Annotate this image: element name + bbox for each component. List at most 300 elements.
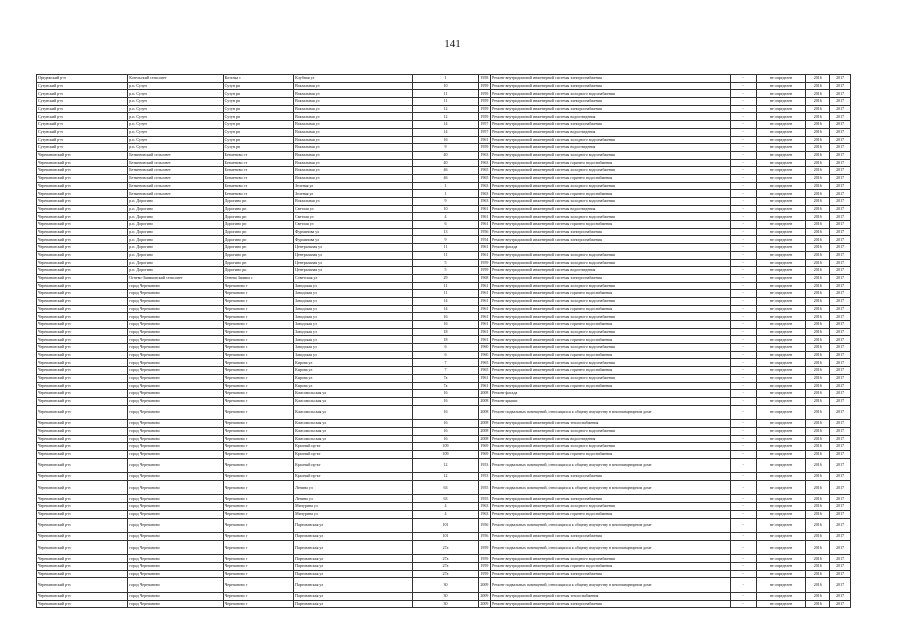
work-type-cell: Ремонт внутридомовой инженерной системы горячего водоснабжения <box>491 367 731 375</box>
method-cell: не определен <box>756 495 806 503</box>
work-type-cell: Ремонт внутридомовой инженерной системы горячего водоснабжения <box>491 450 731 458</box>
dash-cell: - <box>730 182 756 190</box>
table-row <box>37 205 851 213</box>
end-year-cell: 2017 <box>830 397 851 405</box>
repair-register-table <box>36 74 851 608</box>
table-row <box>37 113 851 121</box>
house-number-cell: 6 <box>413 351 478 359</box>
method-cell: не определен <box>756 328 806 336</box>
municipality-cell: р.п. Сузун <box>128 98 223 106</box>
method-cell: не определен <box>756 251 806 259</box>
settlement-cell: Черепаново г <box>223 555 294 563</box>
house-number-cell: 16 <box>413 427 478 435</box>
method-cell: не определен <box>756 382 806 390</box>
work-type-cell: Ремонт внутридомовой инженерной системы горячего водоснабжения <box>491 321 731 329</box>
work-type-cell: Ремонт внутридомовой инженерной системы холодного водоснабжения <box>491 374 731 382</box>
end-year-cell: 2017 <box>830 190 851 198</box>
start-year-cell: 2016 <box>806 390 830 398</box>
method-cell: не определен <box>756 159 806 167</box>
method-cell: не определен <box>756 151 806 159</box>
street-cell: Заводская ул <box>294 321 413 329</box>
house-number-cell: 5 <box>413 259 478 267</box>
start-year-cell: 2016 <box>806 174 830 182</box>
district-cell: Черепановский р-н <box>37 151 128 159</box>
street-cell: Вокзальная ул <box>294 151 413 159</box>
dash-cell: - <box>730 420 756 428</box>
work-type-cell: Ремонт внутридомовой инженерной системы холодного водоснабжения <box>491 344 731 352</box>
work-type-cell: Ремонт внутридомовой инженерной системы электроснабжения <box>491 274 731 282</box>
house-number-cell: 13 <box>413 228 478 236</box>
dash-cell: - <box>730 578 756 593</box>
dash-cell: - <box>730 427 756 435</box>
settlement-cell: Сузун рп <box>223 105 294 113</box>
start-year-cell: 2016 <box>806 136 830 144</box>
table-row <box>37 458 851 473</box>
dash-cell: - <box>730 290 756 298</box>
house-number-cell: 10 <box>413 82 478 90</box>
end-year-cell: 2017 <box>830 82 851 90</box>
method-cell: не определен <box>756 267 806 275</box>
dash-cell: - <box>730 540 756 555</box>
municipality-cell: город Черепаново <box>128 290 223 298</box>
street-cell: Комсомольская ул <box>294 397 413 405</box>
house-number-cell: 14 <box>413 128 478 136</box>
work-type-cell: Ремонт внутридомовой инженерной системы водоотведения <box>491 205 731 213</box>
street-cell: Вокзальная ул <box>294 105 413 113</box>
district-cell: Черепановский р-н <box>37 495 128 503</box>
table-row <box>37 290 851 298</box>
year-built-cell: 2009 <box>478 578 490 593</box>
table-row <box>37 382 851 390</box>
end-year-cell: 2017 <box>830 427 851 435</box>
work-type-cell: Ремонт внутридомовой инженерной системы холодного водоснабжения <box>491 359 731 367</box>
house-number-cell: 16 <box>413 313 478 321</box>
start-year-cell: 2016 <box>806 336 830 344</box>
year-built-cell: 1961 <box>478 221 490 229</box>
table-row <box>37 533 851 541</box>
settlement-cell: Сузун рп <box>223 113 294 121</box>
house-number-cell: 40 <box>413 159 478 167</box>
settlement-cell: Сузун рп <box>223 82 294 90</box>
house-number-cell: 12 <box>413 105 478 113</box>
dash-cell: - <box>730 190 756 198</box>
year-built-cell: 1961 <box>478 336 490 344</box>
house-number-cell: 12 <box>413 473 478 481</box>
municipality-cell: Безменовский сельсовет <box>128 151 223 159</box>
municipality-cell: город Черепаново <box>128 458 223 473</box>
end-year-cell: 2017 <box>830 578 851 593</box>
table-row <box>37 510 851 518</box>
year-built-cell: 1969 <box>478 443 490 451</box>
dash-cell: - <box>730 351 756 359</box>
house-number-cell: 40 <box>413 151 478 159</box>
table-row <box>37 259 851 267</box>
year-built-cell: 1959 <box>478 555 490 563</box>
table-row <box>37 305 851 313</box>
settlement-cell: Черепаново г <box>223 593 294 601</box>
work-type-cell: Ремонт внутридомовой инженерной системы водоотведения <box>491 144 731 152</box>
work-type-cell: Ремонт подвальных помещений, относящихся к общему имуществу в многоквартирном доме <box>491 518 731 533</box>
street-cell: Вокзальная ул <box>294 82 413 90</box>
year-built-cell: 1959 <box>478 570 490 578</box>
street-cell: Заводская ул <box>294 328 413 336</box>
year-built-cell: 1959 <box>478 540 490 555</box>
district-cell: Черепановский р-н <box>37 274 128 282</box>
municipality-cell: р.п. Дорогино <box>128 259 223 267</box>
work-type-cell: Ремонт внутридомовой инженерной системы теплоснабжения <box>491 420 731 428</box>
house-number-cell: 1 <box>413 190 478 198</box>
municipality-cell: город Черепаново <box>128 297 223 305</box>
street-cell: Комсомольская ул <box>294 390 413 398</box>
year-built-cell: 1961 <box>478 321 490 329</box>
end-year-cell: 2017 <box>830 443 851 451</box>
method-cell: не определен <box>756 458 806 473</box>
district-cell: Черепановский р-н <box>37 533 128 541</box>
table-row <box>37 282 851 290</box>
house-number-cell: 101 <box>413 533 478 541</box>
end-year-cell: 2017 <box>830 205 851 213</box>
start-year-cell: 2016 <box>806 397 830 405</box>
district-cell: Черепановский р-н <box>37 427 128 435</box>
house-number-cell: 11 <box>413 98 478 106</box>
house-number-cell: 6 <box>413 344 478 352</box>
table-row <box>37 190 851 198</box>
method-cell: не определен <box>756 205 806 213</box>
district-cell: Черепановский р-н <box>37 397 128 405</box>
start-year-cell: 2016 <box>806 251 830 259</box>
district-cell: Черепановский р-н <box>37 390 128 398</box>
end-year-cell: 2017 <box>830 390 851 398</box>
municipality-cell: город Черепаново <box>128 367 223 375</box>
year-built-cell: 1959 <box>478 563 490 571</box>
method-cell: не определен <box>756 435 806 443</box>
street-cell: Фурманова ул <box>294 236 413 244</box>
end-year-cell: 2017 <box>830 121 851 129</box>
work-type-cell: Ремонт внутридомовой инженерной системы водоотведения <box>491 128 731 136</box>
end-year-cell: 2017 <box>830 351 851 359</box>
start-year-cell: 2016 <box>806 473 830 481</box>
method-cell: не определен <box>756 480 806 495</box>
municipality-cell: р.п. Дорогино <box>128 213 223 221</box>
district-cell: Черепановский р-н <box>37 344 128 352</box>
table-row <box>37 182 851 190</box>
municipality-cell: город Черепаново <box>128 321 223 329</box>
district-cell: Черепановский р-н <box>37 167 128 175</box>
municipality-cell: город Черепаново <box>128 570 223 578</box>
end-year-cell: 2017 <box>830 267 851 275</box>
end-year-cell: 2017 <box>830 570 851 578</box>
end-year-cell: 2017 <box>830 518 851 533</box>
dash-cell: - <box>730 390 756 398</box>
table-row <box>37 213 851 221</box>
start-year-cell: 2016 <box>806 435 830 443</box>
year-built-cell: 1963 <box>478 159 490 167</box>
end-year-cell: 2017 <box>830 113 851 121</box>
year-built-cell: 1960 <box>478 351 490 359</box>
house-number-cell: 7а <box>413 382 478 390</box>
street-cell: Центральная ул <box>294 259 413 267</box>
house-number-cell: 63 <box>413 495 478 503</box>
settlement-cell: Черепаново г <box>223 367 294 375</box>
year-built-cell: 1965 <box>478 367 490 375</box>
end-year-cell: 2017 <box>830 563 851 571</box>
year-built-cell: 1961 <box>478 297 490 305</box>
method-cell: не определен <box>756 136 806 144</box>
house-number-cell: 11 <box>413 282 478 290</box>
end-year-cell: 2017 <box>830 251 851 259</box>
street-cell: Комсомольская ул <box>294 405 413 420</box>
house-number-cell: 46 <box>413 167 478 175</box>
work-type-cell: Ремонт внутридомовой инженерной системы холодного водоснабжения <box>491 282 731 290</box>
municipality-cell: р.п. Дорогино <box>128 236 223 244</box>
municipality-cell: Безменовский сельсовет <box>128 182 223 190</box>
work-type-cell: Ремонт внутридомовой инженерной системы электроснабжения <box>491 82 731 90</box>
district-cell: Сузунский р-н <box>37 98 128 106</box>
work-type-cell: Ремонт внутридомовой инженерной системы холодного водоснабжения <box>491 313 731 321</box>
table-row <box>37 450 851 458</box>
dash-cell: - <box>730 167 756 175</box>
street-cell: Заводская ул <box>294 351 413 359</box>
start-year-cell: 2016 <box>806 450 830 458</box>
work-type-cell: Ремонт внутридомовой инженерной системы горячего водоснабжения <box>491 336 731 344</box>
settlement-cell: Сузун рп <box>223 121 294 129</box>
start-year-cell: 2016 <box>806 382 830 390</box>
work-type-cell: Ремонт фасада <box>491 244 731 252</box>
dash-cell: - <box>730 374 756 382</box>
district-cell: Черепановский р-н <box>37 259 128 267</box>
district-cell: Сузунский р-н <box>37 105 128 113</box>
start-year-cell: 2016 <box>806 90 830 98</box>
house-number-cell: 9 <box>413 144 478 152</box>
dash-cell: - <box>730 236 756 244</box>
year-built-cell: 1959 <box>478 98 490 106</box>
street-cell: Вокзальная ул <box>294 144 413 152</box>
year-built-cell: 1968 <box>478 274 490 282</box>
work-type-cell: Ремонт внутридомовой инженерной системы электроснабжения <box>491 473 731 481</box>
house-number-cell: 46 <box>413 174 478 182</box>
year-built-cell: 1961 <box>478 313 490 321</box>
municipality-cell: р.п. Дорогино <box>128 244 223 252</box>
start-year-cell: 2016 <box>806 213 830 221</box>
start-year-cell: 2016 <box>806 321 830 329</box>
table-row <box>37 321 851 329</box>
end-year-cell: 2017 <box>830 182 851 190</box>
house-number-cell: 16 <box>413 390 478 398</box>
municipality-cell: город Черепаново <box>128 344 223 352</box>
municipality-cell: Огнево-Заимковский сельсовет <box>128 274 223 282</box>
table-row <box>37 397 851 405</box>
settlement-cell: Черепаново г <box>223 570 294 578</box>
start-year-cell: 2016 <box>806 105 830 113</box>
year-built-cell: 1961 <box>478 244 490 252</box>
start-year-cell: 2016 <box>806 244 830 252</box>
district-cell: Черепановский р-н <box>37 305 128 313</box>
municipality-cell: город Черепаново <box>128 533 223 541</box>
district-cell: Сузунский р-н <box>37 121 128 129</box>
dash-cell: - <box>730 435 756 443</box>
year-built-cell: 2009 <box>478 600 490 608</box>
work-type-cell: Ремонт внутридомовой инженерной системы горячего водоснабжения <box>491 510 731 518</box>
method-cell: не определен <box>756 570 806 578</box>
street-cell: Заводская ул <box>294 344 413 352</box>
municipality-cell: город Черепаново <box>128 495 223 503</box>
dash-cell: - <box>730 555 756 563</box>
house-number-cell: 101 <box>413 518 478 533</box>
year-built-cell: 1958 <box>478 75 490 83</box>
municipality-cell: город Черепаново <box>128 351 223 359</box>
work-type-cell: Ремонт внутридомовой инженерной системы электроснабжения <box>491 533 731 541</box>
end-year-cell: 2017 <box>830 282 851 290</box>
street-cell: Кирова ул <box>294 374 413 382</box>
dash-cell: - <box>730 458 756 473</box>
table-row <box>37 540 851 555</box>
year-built-cell: 1961 <box>478 382 490 390</box>
method-cell: не определен <box>756 450 806 458</box>
house-number-cell: 16 <box>413 405 478 420</box>
house-number-cell: 4 <box>413 213 478 221</box>
street-cell: Партизанская ул <box>294 600 413 608</box>
house-number-cell: 1 <box>413 75 478 83</box>
year-built-cell: 2009 <box>478 593 490 601</box>
municipality-cell: город Черепаново <box>128 540 223 555</box>
dash-cell: - <box>730 198 756 206</box>
dash-cell: - <box>730 405 756 420</box>
start-year-cell: 2016 <box>806 128 830 136</box>
year-built-cell: 1965 <box>478 359 490 367</box>
settlement-cell: Черепаново г <box>223 344 294 352</box>
start-year-cell: 2016 <box>806 420 830 428</box>
year-built-cell: 2008 <box>478 390 490 398</box>
end-year-cell: 2017 <box>830 259 851 267</box>
settlement-cell: Безменово ст <box>223 151 294 159</box>
year-built-cell: 1965 <box>478 167 490 175</box>
end-year-cell: 2017 <box>830 503 851 511</box>
work-type-cell: Ремонт внутридомовой инженерной системы горячего водоснабжения <box>491 563 731 571</box>
street-cell: Заводская ул <box>294 305 413 313</box>
settlement-cell: Безменово ст <box>223 167 294 175</box>
method-cell: не определен <box>756 600 806 608</box>
house-number-cell: 16 <box>413 420 478 428</box>
street-cell: Вокзальная ул <box>294 90 413 98</box>
street-cell: Красный пр-кт <box>294 473 413 481</box>
settlement-cell: Огнева Заимка с <box>223 274 294 282</box>
work-type-cell: Ремонт внутридомовой инженерной системы холодного водоснабжения <box>491 251 731 259</box>
method-cell: не определен <box>756 282 806 290</box>
table-row <box>37 313 851 321</box>
end-year-cell: 2017 <box>830 336 851 344</box>
work-type-cell: Ремонт внутридомовой инженерной системы теплоснабжения <box>491 593 731 601</box>
dash-cell: - <box>730 600 756 608</box>
district-cell: Черепановский р-н <box>37 435 128 443</box>
work-type-cell: Ремонт внутридомовой инженерной системы электроснабжения <box>491 98 731 106</box>
year-built-cell: 1953 <box>478 458 490 473</box>
municipality-cell: город Черепаново <box>128 282 223 290</box>
table-row <box>37 274 851 282</box>
end-year-cell: 2017 <box>830 274 851 282</box>
end-year-cell: 2017 <box>830 593 851 601</box>
house-number-cell: 11 <box>413 244 478 252</box>
street-cell: Партизанская ул <box>294 593 413 601</box>
method-cell: не определен <box>756 167 806 175</box>
dash-cell: - <box>730 159 756 167</box>
work-type-cell: Ремонт внутридомовой инженерной системы электроснабжения <box>491 105 731 113</box>
dash-cell: - <box>730 518 756 533</box>
settlement-cell: Черепаново г <box>223 336 294 344</box>
dash-cell: - <box>730 503 756 511</box>
start-year-cell: 2016 <box>806 563 830 571</box>
municipality-cell: р.п. Дорогино <box>128 251 223 259</box>
year-built-cell: 2008 <box>478 397 490 405</box>
settlement-cell: Дорогино рп <box>223 228 294 236</box>
year-built-cell: 1969 <box>478 450 490 458</box>
dash-cell: - <box>730 282 756 290</box>
street-cell: Советская ул <box>294 274 413 282</box>
work-type-cell: Ремонт внутридомовой инженерной системы водоотведения <box>491 113 731 121</box>
municipality-cell: р.п. Дорогино <box>128 267 223 275</box>
table-row <box>37 503 851 511</box>
district-cell: Черепановский р-н <box>37 510 128 518</box>
table-row <box>37 236 851 244</box>
dash-cell: - <box>730 151 756 159</box>
method-cell: не определен <box>756 213 806 221</box>
start-year-cell: 2016 <box>806 267 830 275</box>
district-cell: Черепановский р-н <box>37 367 128 375</box>
municipality-cell: город Черепаново <box>128 359 223 367</box>
district-cell: Черепановский р-н <box>37 473 128 481</box>
start-year-cell: 2016 <box>806 182 830 190</box>
municipality-cell: Козельский сельсовет <box>128 75 223 83</box>
street-cell: Комсомольская ул <box>294 427 413 435</box>
settlement-cell: Черепаново г <box>223 578 294 593</box>
settlement-cell: Сузун рп <box>223 98 294 106</box>
district-cell: Черепановский р-н <box>37 244 128 252</box>
dash-cell: - <box>730 90 756 98</box>
year-built-cell: 1961 <box>478 205 490 213</box>
table-row <box>37 244 851 252</box>
dash-cell: - <box>730 563 756 571</box>
end-year-cell: 2017 <box>830 420 851 428</box>
house-number-cell: 9 <box>413 236 478 244</box>
method-cell: не определен <box>756 290 806 298</box>
year-built-cell: 1955 <box>478 480 490 495</box>
street-cell: Кирова ул <box>294 382 413 390</box>
work-type-cell: Ремонт внутридомовой инженерной системы водоотведения <box>491 267 731 275</box>
year-built-cell: 1957 <box>478 121 490 129</box>
work-type-cell: Ремонт подвальных помещений, относящихся к общему имуществу в многоквартирном доме <box>491 578 731 593</box>
house-number-cell: 27а <box>413 563 478 571</box>
district-cell: Черепановский р-н <box>37 503 128 511</box>
table-row <box>37 174 851 182</box>
municipality-cell: р.п. Дорогино <box>128 228 223 236</box>
house-number-cell: 30 <box>413 578 478 593</box>
start-year-cell: 2016 <box>806 75 830 83</box>
municipality-cell: Безменовский сельсовет <box>128 159 223 167</box>
dash-cell: - <box>730 144 756 152</box>
start-year-cell: 2016 <box>806 443 830 451</box>
year-built-cell: 2008 <box>478 427 490 435</box>
method-cell: не определен <box>756 510 806 518</box>
table-row <box>37 121 851 129</box>
end-year-cell: 2017 <box>830 174 851 182</box>
settlement-cell: Безменово ст <box>223 182 294 190</box>
table-body <box>37 75 851 608</box>
end-year-cell: 2017 <box>830 305 851 313</box>
table-row <box>37 267 851 275</box>
start-year-cell: 2016 <box>806 570 830 578</box>
street-cell: Вокзальная ул <box>294 128 413 136</box>
table-row <box>37 518 851 533</box>
dash-cell: - <box>730 450 756 458</box>
